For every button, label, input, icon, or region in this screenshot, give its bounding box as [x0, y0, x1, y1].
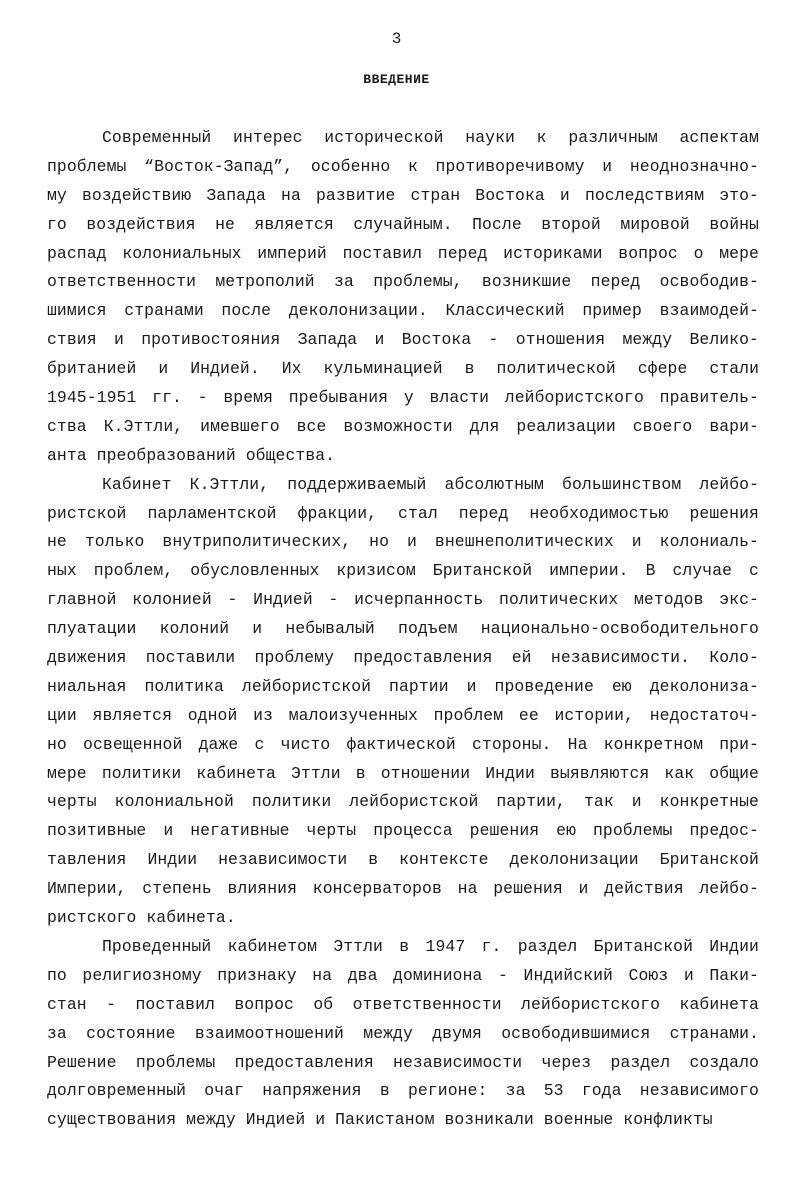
text-line: Решение проблемы предоставления независимости через раздел создало — [47, 1052, 759, 1072]
text-line: ства К.Эттли, имевшего все возможности для реализации своего вари- — [47, 416, 759, 436]
text-line: стан - поставил вопрос об ответственности лейбористского кабинета — [47, 994, 759, 1014]
text-line: британией и Индией. Их кульминацией в политической сфере стали — [47, 359, 759, 379]
text-line: ристского кабинета. — [47, 908, 236, 928]
text-line: позитивные и негативные черты процесса решения ею проблемы предос- — [47, 821, 759, 841]
text-line: ствия и противостояния Запада и Востока - отношения между Велико- — [47, 330, 759, 350]
text-line: Кабинет К.Эттли, поддерживаемый абсолютным большинством лейбо- — [102, 474, 759, 494]
text-line: не только внутриполитических, но и внешнеполитических и колониаль- — [47, 532, 759, 552]
text-line: существования между Индией и Пакистаном возникали военные конфликты — [47, 1110, 713, 1130]
text-line: но освещенной даже с чисто фактической стороны. На конкретном при- — [47, 734, 759, 754]
paragraph — [47, 933, 759, 1135]
text-line: ристской парламентской фракции, стал перед необходимостью решения — [47, 503, 759, 523]
text-line: Современный интерес исторической науки к различным аспектам — [102, 128, 759, 147]
text-line: ниальная политика лейбористской партии и проведение ею деколониза- — [47, 676, 759, 696]
text-line: ции является одной из малоизученных проблем ее истории, недостаточ- — [47, 705, 759, 725]
text-line: 1945-1951 гг. - время пребывания у власти лейбористского правитель- — [47, 388, 759, 408]
text-line: мере политики кабинета Эттли в отношении Индии выявляются как общие — [47, 763, 759, 783]
text-line: ответственности метрополий за проблемы, возникшие перед освободив- — [47, 272, 759, 292]
text-line: за состояние взаимоотношений между двумя освободившимися странами. — [47, 1023, 759, 1043]
paragraph — [47, 124, 759, 471]
text-line: по религиозному признаку на два доминиона - Индийский Союз и Паки- — [47, 965, 759, 985]
text-line: движения поставили проблему предоставления ей независимости. Коло- — [47, 648, 759, 668]
text-line: го воздействия не является случайным. После второй мировой войны — [47, 214, 759, 234]
text-line: распад колониальных империй поставил перед историками вопрос о мере — [47, 243, 759, 263]
text-line: плуатации колоний и небывалый подъем национально-освободительного — [47, 619, 759, 639]
text-line: шимися странами после деколонизации. Классический пример взаимодей- — [47, 301, 759, 321]
text-line: тавления Индии независимости в контексте деколонизации Британской — [47, 850, 759, 870]
text-line: долговременный очаг напряжения в регионе: за 53 года независимого — [47, 1081, 759, 1101]
text-line: черты колониальной политики лейбористской партии, так и конкретные — [47, 792, 759, 812]
text-line: анта преобразований общества. — [47, 445, 336, 465]
text-line: му воздействию Запада на развитие стран Востока и последствиям это- — [47, 185, 759, 205]
body-text — [47, 124, 759, 1135]
section-title: ВВЕДЕНИЕ — [363, 72, 430, 87]
paragraph — [47, 471, 759, 933]
page-number: 3 — [391, 30, 402, 48]
text-line: Проведенный кабинетом Эттли в 1947 г. раздел Британской Индии — [102, 936, 759, 956]
text-line: ных проблем, обусловленных кризисом Британской империи. В случае с — [47, 561, 759, 581]
text-line: главной колонией - Индией - исчерпанность политических методов экс- — [47, 590, 759, 610]
text-line: проблемы “Восток-Запад”, особенно к противоречивому и неоднозначно- — [47, 156, 759, 176]
text-line: Империи, степень влияния консерваторов на решения и действия лейбо- — [47, 879, 759, 899]
